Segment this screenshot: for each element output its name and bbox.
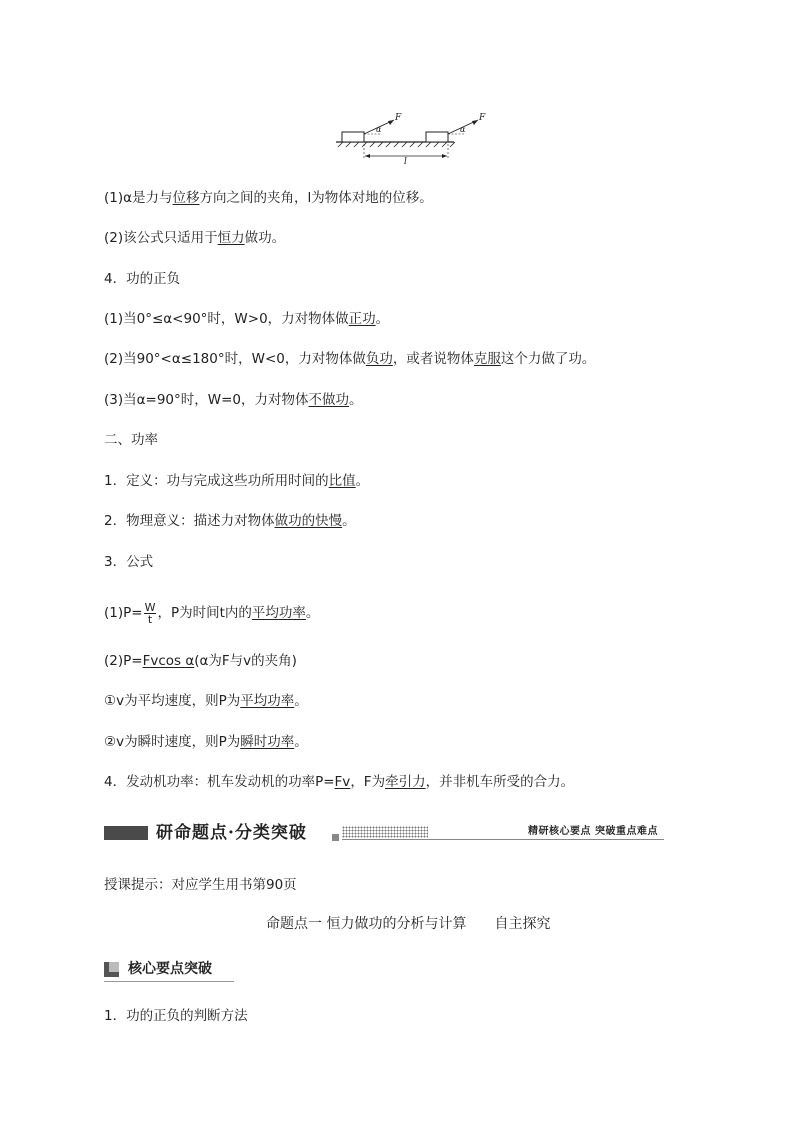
note-constant-force: (2)该公式只适用于恒力做功。 xyxy=(104,230,286,246)
block-start xyxy=(342,132,364,142)
sub-banner-title: 核心要点突破 xyxy=(128,961,212,977)
section-power-title: 二、功率 xyxy=(104,432,158,448)
block-end xyxy=(426,132,448,142)
banner-block xyxy=(104,826,148,840)
angle-label-start: α xyxy=(376,125,382,134)
case-negative-work: (2)当90°<α≤180°时，W<0，力对物体做负功，或者说物体克服这个力做了功。 xyxy=(104,351,596,367)
power-meaning: 2．物理意义：描述力对物体做功的快慢。 xyxy=(104,513,356,529)
method-heading: 1．功的正负的判断方法 xyxy=(104,1008,248,1024)
formula-fvcos: (2)P=Fvcos α(α为F与v的夹角) xyxy=(104,653,297,669)
banner-subtitle: 精研核心要点 突破重点难点 xyxy=(528,826,658,837)
displacement-label: l xyxy=(404,157,407,166)
fraction-w-over-t: $\frac{W}{t}$ xyxy=(144,600,156,626)
banner-title: 研命题点·分类突破 xyxy=(156,823,307,843)
topic-tag: 自主探究 xyxy=(494,916,551,932)
sub-banner-icon-inner xyxy=(109,962,119,972)
sub-banner-rule xyxy=(104,981,234,982)
power-formula-heading: 3．公式 xyxy=(104,554,154,570)
banner-dots xyxy=(342,826,428,838)
section-banner xyxy=(104,820,664,846)
force-arrowhead-end xyxy=(472,120,478,125)
formula-average-velocity: ①v为平均速度，则P为平均功率。 xyxy=(104,693,308,709)
banner-rule xyxy=(342,839,664,840)
formula-instant-velocity: ②v为瞬时速度，则P为瞬时功率。 xyxy=(104,734,308,750)
power-definition: 1．定义：功与完成这些功所用时间的比值。 xyxy=(104,473,370,489)
case-positive-work: (1)当0°≤α<90°时，W>0，力对物体做正功。 xyxy=(104,311,390,327)
sub-banner xyxy=(104,958,234,982)
angle-label-end: α xyxy=(460,125,466,134)
note-angle-definition: (1)α是力与位移方向之间的夹角，l为物体对地的位移。 xyxy=(104,190,433,206)
force-diagram xyxy=(334,110,494,166)
force-arrowhead-start xyxy=(388,120,394,125)
force-label-end: F xyxy=(479,113,486,123)
formula-average-power: (1)P= $\frac{W}{t}$ ，P为时间t内的平均功率。 xyxy=(104,600,320,626)
heading-work-sign: 4．功的正负 xyxy=(104,271,181,287)
engine-power: 4．发动机功率：机车发动机的功率P=Fv，F为牵引力，并非机车所受的合力。 xyxy=(104,774,575,790)
banner-square xyxy=(332,834,339,841)
case-zero-work: (3)当α=90°时，W=0，力对物体不做功。 xyxy=(104,392,363,408)
force-label-start: F xyxy=(395,113,402,123)
topic-title: 命题点一 恒力做功的分析与计算 自主探究 xyxy=(266,916,551,932)
lecture-tip: 授课提示：对应学生用书第90页 xyxy=(104,877,297,893)
ground-hatching xyxy=(338,142,455,147)
